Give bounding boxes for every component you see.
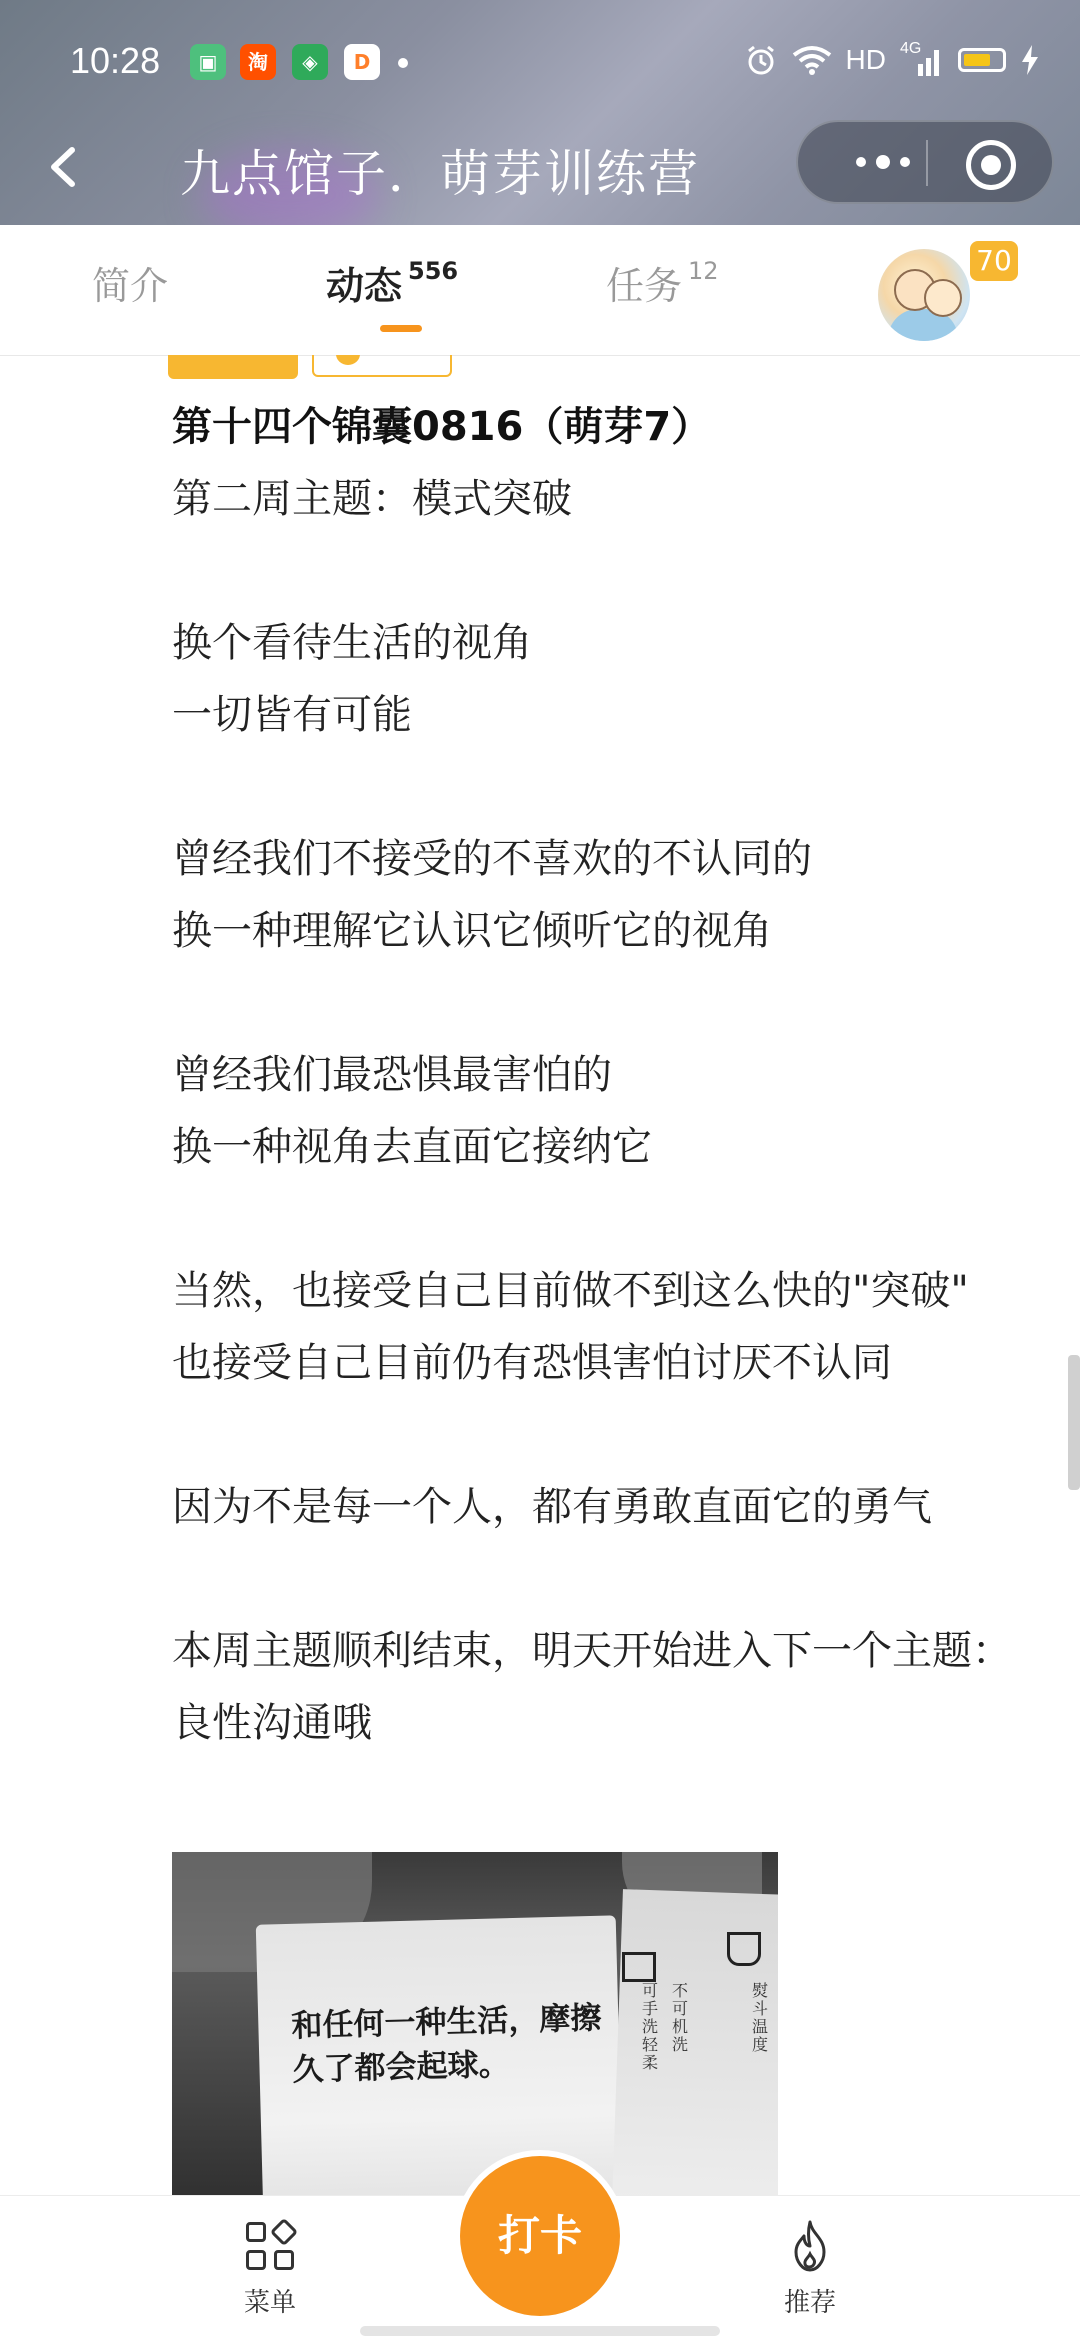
tab-tasks-label: 任务 xyxy=(606,264,683,308)
header-background xyxy=(0,0,1080,225)
menu-label: 菜单 xyxy=(243,2288,296,2318)
post-blank-line xyxy=(172,751,1042,823)
tab-intro-label: 简介 xyxy=(92,264,169,308)
alarm-icon xyxy=(744,43,778,77)
tab-bar xyxy=(0,225,1080,356)
care-text: 不可机洗 xyxy=(672,1981,689,2054)
iron-symbol-icon xyxy=(727,1932,761,1966)
tab-feed-count: 556 xyxy=(408,257,459,285)
capsule-divider xyxy=(926,140,928,186)
post-tag-outline xyxy=(312,355,452,377)
post-line: 曾经我们不接受的不喜欢的不认同的 xyxy=(172,836,812,882)
flame-icon xyxy=(782,2218,838,2274)
post-line: 曾经我们最恐惧最害怕的 xyxy=(172,1052,612,1098)
home-indicator[interactable] xyxy=(360,2326,720,2336)
post-blank-line xyxy=(172,535,1042,607)
tab-intro[interactable] xyxy=(92,255,168,310)
signal-label: 4G xyxy=(900,40,922,57)
tab-feed[interactable] xyxy=(326,255,458,310)
care-text: 熨斗温度 xyxy=(752,1981,769,2054)
post-line: 因为不是每一个人，都有勇敢直面它的勇气 xyxy=(172,1484,932,1530)
status-time: 10:28 xyxy=(70,40,161,81)
post-line: 第二周主题：模式突破 xyxy=(172,476,572,522)
tab-tasks[interactable] xyxy=(606,255,719,310)
active-tab-indicator xyxy=(380,325,422,332)
post-title: 第十四个锦囊0816（萌芽7） xyxy=(172,404,712,450)
care-text: 可手洗轻柔 xyxy=(642,1981,659,2072)
menu-button[interactable] xyxy=(210,2218,330,2319)
more-options-icon[interactable] xyxy=(838,144,928,180)
checkin-label: 打卡 xyxy=(497,2211,582,2260)
bottom-bar xyxy=(0,2195,1080,2341)
post-tag-badge xyxy=(168,355,298,379)
tab-tasks-count: 12 xyxy=(688,257,719,285)
back-arrow-icon[interactable] xyxy=(40,142,90,192)
post-line: 本周主题顺利结束，明天开始进入下一个主题：良性沟通哦 xyxy=(172,1628,1012,1746)
menu-grid-icon xyxy=(242,2218,298,2274)
post-line: 换个看待生活的视角 xyxy=(172,620,532,666)
nav-bar xyxy=(0,120,1080,220)
tab-feed-label: 动态 xyxy=(326,264,403,308)
avatar xyxy=(878,249,970,341)
clothing-tag-text: 和任何一种生活，摩擦久了都会起球。 xyxy=(291,2000,602,2089)
post-line: 当然，也接受自己目前做不到这么快的"突破" xyxy=(172,1268,969,1314)
recommend-button[interactable] xyxy=(750,2218,870,2319)
wechat-app-icon: ▣ xyxy=(190,44,226,80)
post-line: 换一种视角去直面它接纳它 xyxy=(172,1124,652,1170)
close-miniprogram-icon[interactable] xyxy=(966,140,1016,190)
recommend-label: 推荐 xyxy=(783,2288,836,2318)
user-avatar-button[interactable] xyxy=(878,235,1018,345)
checkin-button[interactable] xyxy=(460,2156,620,2316)
charging-icon xyxy=(1020,45,1040,75)
signal-icon xyxy=(900,40,944,76)
taobao-app-icon: 淘 xyxy=(240,44,276,80)
post-image[interactable] xyxy=(172,1852,778,2195)
network-label: HD xyxy=(845,44,886,75)
post-body xyxy=(172,463,1042,1759)
post-blank-line xyxy=(172,1183,1042,1255)
post-blank-line xyxy=(172,1543,1042,1615)
wifi-icon xyxy=(792,45,832,75)
status-bar xyxy=(0,0,1080,130)
didi-app-icon: D xyxy=(344,44,380,80)
points-badge: 70 xyxy=(970,241,1018,281)
post-blank-line xyxy=(172,967,1042,1039)
page-title: 九点馆子．萌芽训练营 xyxy=(180,145,700,203)
wash-symbol-icon xyxy=(622,1952,656,1982)
post-line: 一切皆有可能 xyxy=(172,692,412,738)
battery-icon xyxy=(958,48,1006,72)
shield-app-icon: ◈ xyxy=(292,44,328,80)
post-line: 换一种理解它认识它倾听它的视角 xyxy=(172,908,772,954)
post-line: 也接受自己目前仍有恐惧害怕讨厌不认同 xyxy=(172,1340,892,1386)
post-blank-line xyxy=(172,1399,1042,1471)
status-right-group xyxy=(744,40,1040,80)
post-content xyxy=(0,355,1080,2195)
notification-dot-icon xyxy=(398,58,408,68)
miniprogram-capsule xyxy=(796,120,1054,204)
scrollbar[interactable] xyxy=(1068,1355,1080,1490)
